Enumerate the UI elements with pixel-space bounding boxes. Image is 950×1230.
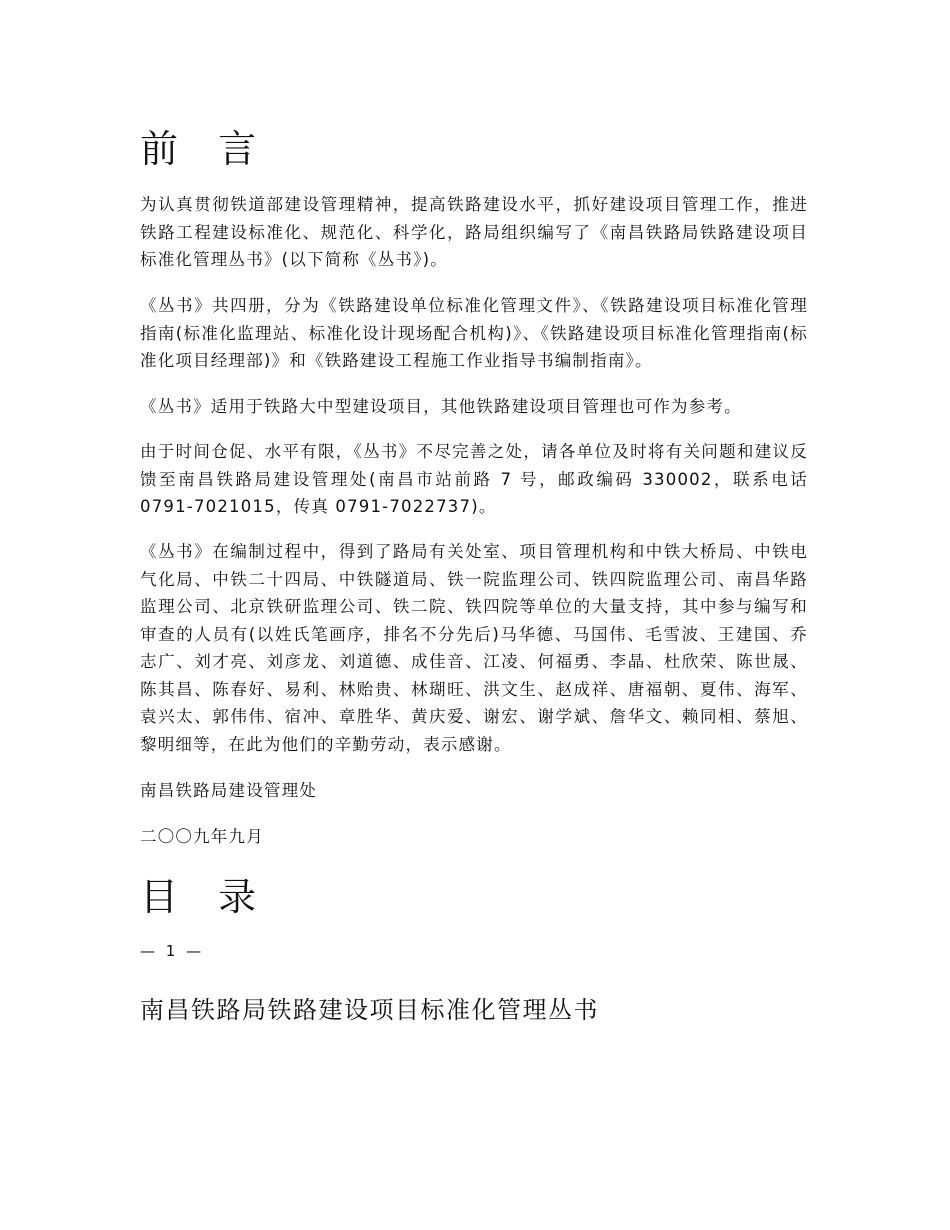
preface-paragraph-1: 为认真贯彻铁道部建设管理精神，提高铁路建设水平，抓好建设项目管理工作，推进铁路工程建设标准化、规范化、科学化，路局组织编写了《南昌铁路局铁路建设项目标准化管理丛书》(以下简称《丛书》)。 xyxy=(140,195,808,269)
toc-heading: 目 录 xyxy=(140,875,271,919)
preface-paragraph-5: 《丛书》在编制过程中，得到了路局有关处室、项目管理机构和中铁大桥局、中铁电气化局、中铁二十四局、中铁隧道局、铁一院监理公司、铁四院监理公司、南昌华路监理公司、北京铁研监理公司、铁二院、铁四院等单位的大量支持，其中参与编写和审查的人员有(以姓氏笔画序，排名不分先后)马华德、马国伟、毛雪波、王建国、乔志广、刘才亮、刘彦龙、刘道德、成佳音、江凌、何福勇、李晶、杜欣荣、陈世晟、陈其昌、陈春好、易利、林贻贵、林瑚旺、洪文生、赵成祥、唐福朝、夏伟、海军、袁兴太、郭伟伟、宿冲、章胜华、黄庆爱、谢宏、谢学斌、詹华文、赖同相、蔡旭、黎明细等，在此为他们的辛勤劳动，表示感谢。 xyxy=(140,542,808,754)
series-title: 南昌铁路局铁路建设项目标准化管理丛书 xyxy=(140,996,599,1024)
preface-paragraph-3: 《丛书》适用于铁路大中型建设项目，其他铁路建设项目管理也可作为参考。 xyxy=(140,397,742,416)
preface-paragraph-2: 《丛书》共四册，分为《铁路建设单位标准化管理文件》、《铁路建设项目标准化管理指南(标准化监理站、标准化设计现场配合机构)》、《铁路建设项目标准化管理指南(标准化项目经理部)》和《铁路建设工程施工作业指导书编制指南》。 xyxy=(140,296,808,370)
page-number: — 1 — xyxy=(140,942,205,960)
preface-heading: 前 言 xyxy=(140,127,271,171)
preface-date: 二〇〇九年九月 xyxy=(140,827,264,846)
preface-signature: 南昌铁路局建设管理处 xyxy=(140,781,317,800)
preface-paragraph-4: 由于时间仓促、水平有限，《丛书》不尽完善之处，请各单位及时将有关问题和建议反馈至南昌铁路局建设管理处(南昌市站前路 7 号，邮政编码 330002，联系电话 0791-7021015，传真 0791-7022737)。 xyxy=(140,442,808,516)
